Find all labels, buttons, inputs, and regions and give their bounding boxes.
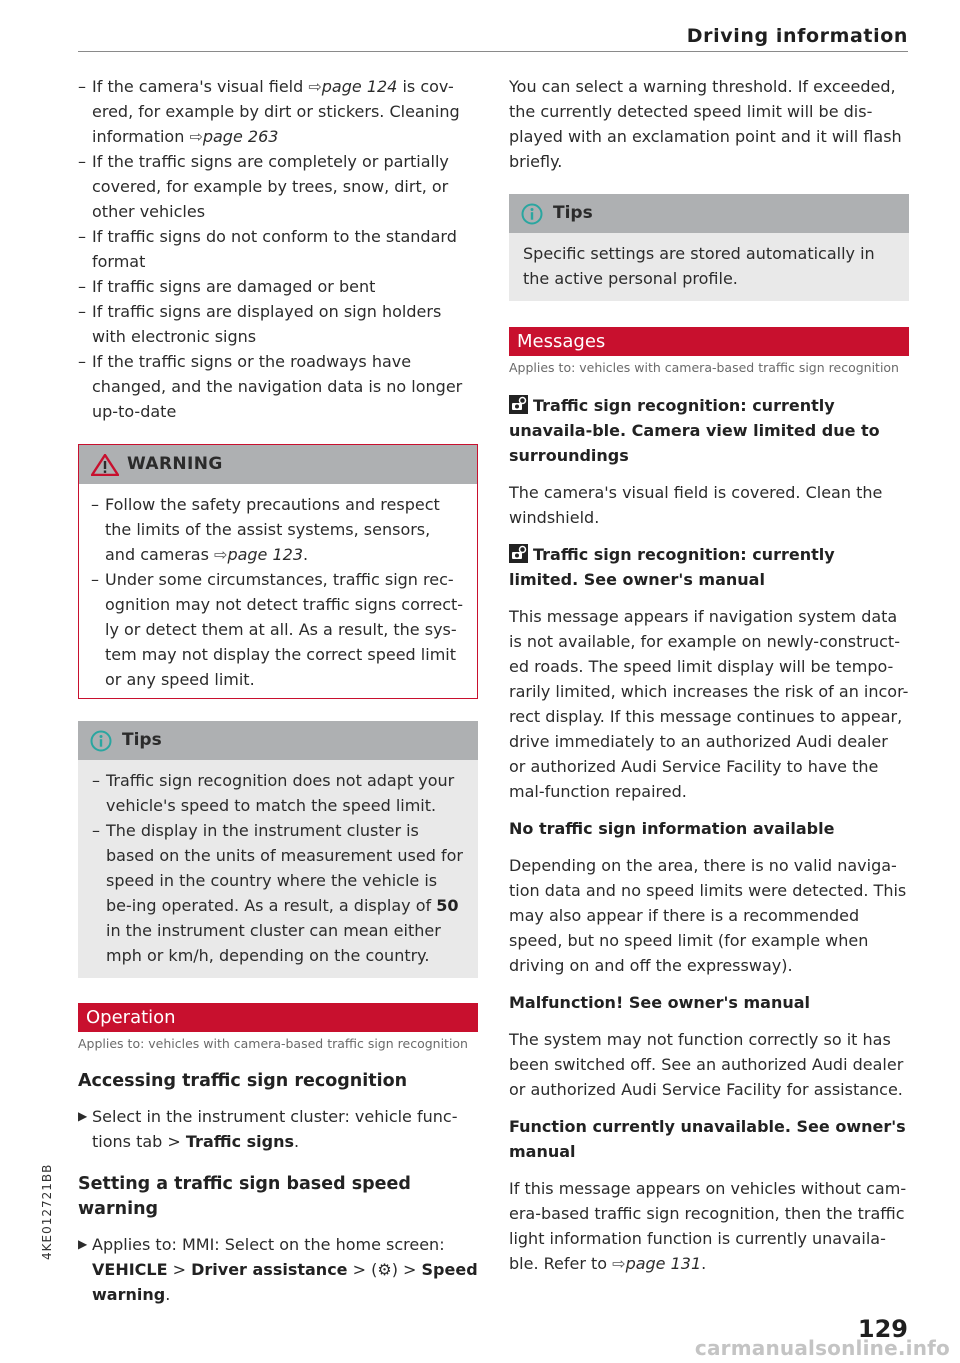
settings-gear-icon: ⚙ — [377, 1260, 392, 1279]
message-heading: No traffic sign information available — [509, 819, 835, 838]
page-reference-link[interactable]: page 131 — [625, 1254, 702, 1273]
list-item-text: Traffic sign recognition does not adapt your vehicle's speed to match the speed limit. — [106, 771, 455, 815]
page-reference-link[interactable]: page 123 — [227, 545, 304, 564]
menu-path-speed-warning: Speed warning — [92, 1260, 478, 1304]
list-item — [78, 74, 478, 149]
list-item — [92, 768, 464, 818]
page-reference-link[interactable]: page 124 — [321, 77, 398, 96]
step-triangle-icon: ▶ — [78, 1237, 88, 1251]
operation-section-header: Operation — [78, 1003, 478, 1032]
dash-bullet: – — [78, 352, 86, 371]
step-text: ) > — [391, 1260, 422, 1279]
warning-triangle-icon — [91, 454, 119, 476]
arrow-right-icon: ⇨ — [308, 77, 322, 96]
tips-box — [509, 194, 909, 301]
list-item-text: If traffic signs do not conform to the standard format — [92, 227, 457, 271]
right-column — [509, 74, 909, 1276]
page-number: 129 — [857, 1315, 908, 1343]
dash-bullet: – — [92, 821, 100, 840]
applies-to-note: Applies to: vehicles with camera-based traffic sign recognition — [509, 360, 899, 375]
message-heading — [509, 393, 909, 468]
intro-paragraph: You can select a warning threshold. If exceeded, the currently detected speed limit will be dis-played with an exclamation point and it will flash briefly. — [509, 77, 902, 171]
dash-bullet: – — [78, 227, 86, 246]
list-item-text: Follow the safety precautions and respect the limits of the assist systems, sensors, and cameras — [105, 495, 440, 564]
list-item — [91, 567, 465, 692]
dash-bullet: – — [78, 302, 86, 321]
applies-to-note: Applies to: vehicles with camera-based traffic sign recognition — [78, 1036, 468, 1051]
list-item-text: If the traffic signs or the roadways have changed, and the navigation data is no longer up-to-date — [92, 352, 463, 421]
step-text: . — [294, 1132, 300, 1151]
list-item-text: in the instrument cluster can mean either mph or km/h, depending on the country. — [106, 921, 441, 965]
tips-title: Tips — [553, 203, 593, 223]
list-item-text: If traffic signs are displayed on sign holders with electronic signs — [92, 302, 442, 346]
dash-bullet: – — [91, 570, 99, 589]
left-column — [78, 74, 478, 1307]
arrow-right-icon: ⇨ — [214, 545, 228, 564]
menu-path-driver-assistance: Driver assistance — [191, 1260, 348, 1279]
message-body: The system may not function correctly so it has been switched off. See an authorized Audi dealer or authorized Audi Service Facility for assistance. — [509, 1030, 904, 1099]
warning-header — [79, 445, 477, 484]
dash-bullet: – — [92, 771, 100, 790]
tips-text: Specific settings are stored automatically in the active personal profile. — [523, 244, 875, 288]
step-text: > ( — [347, 1260, 378, 1279]
message-heading-text: Traffic sign recognition: currently limited. See owner's manual — [509, 545, 835, 589]
conditions-list — [78, 74, 478, 424]
list-item-text: is cov-ered, for example by dirt or stickers. Cleaning information — [92, 77, 460, 146]
list-item-text: If the camera's visual field — [92, 77, 309, 96]
access-heading: Accessing traffic sign recognition — [78, 1071, 408, 1091]
speed-warning-heading: Setting a traffic sign based speed warning — [78, 1174, 411, 1219]
message-body-text: If this message appears on vehicles without cam-era-based traffic sign recognition, then the traffic light information function is currently unavaila-ble. Refer to — [509, 1179, 907, 1273]
tips-header — [509, 194, 909, 233]
step-triangle-icon: ▶ — [78, 1109, 88, 1123]
list-item — [92, 818, 464, 968]
list-item — [78, 299, 478, 349]
tips-header — [78, 721, 478, 760]
page-header-title: Driving information — [686, 25, 908, 47]
message-heading: Function currently unavailable. See owner's manual — [509, 1117, 906, 1161]
header-rule — [78, 51, 908, 52]
tips-body — [78, 760, 478, 978]
warning-box — [78, 444, 478, 699]
camera-sign-icon — [509, 395, 528, 414]
tips-title: Tips — [122, 730, 162, 750]
message-body — [509, 1176, 909, 1276]
warning-body — [79, 484, 477, 698]
list-item — [78, 224, 478, 274]
dash-bullet: – — [91, 495, 99, 514]
list-item-text: Under some circumstances, traffic sign rec-ognition may not detect traffic signs correct-ly or detect them at all. As a result, the sys-tem may not display the correct speed limit or any speed limit. — [105, 570, 464, 689]
list-item — [78, 349, 478, 424]
step-text: . — [165, 1285, 171, 1304]
list-item-text: If traffic signs are damaged or bent — [92, 277, 376, 296]
step-text: > — [167, 1260, 192, 1279]
message-body-text: . — [701, 1254, 707, 1273]
message-heading: Malfunction! See owner's manual — [509, 993, 811, 1012]
list-item-text: . — [303, 545, 309, 564]
dash-bullet: – — [78, 277, 86, 296]
messages-section-header: Messages — [509, 327, 909, 356]
speed-value: 50 — [436, 896, 459, 915]
instruction-step — [78, 1232, 478, 1307]
list-item — [91, 492, 465, 567]
list-item-text: If the traffic signs are completely or partially covered, for example by trees, snow, dirt, or other vehicles — [92, 152, 449, 221]
watermark: carmanualsonline.info — [694, 1336, 950, 1360]
info-icon — [521, 203, 543, 225]
arrow-right-icon: ⇨ — [612, 1254, 626, 1273]
instruction-step — [78, 1104, 478, 1154]
warning-title: WARNING — [127, 454, 223, 474]
message-body: The camera's visual field is covered. Clean the windshield. — [509, 483, 883, 527]
message-heading — [509, 542, 909, 592]
dash-bullet: – — [78, 77, 86, 96]
menu-path-vehicle: VEHICLE — [92, 1260, 168, 1279]
list-item — [78, 149, 478, 224]
tips-body — [509, 233, 909, 301]
step-text: Select in the instrument cluster: vehicle func-tions tab > — [92, 1107, 458, 1151]
message-body: This message appears if navigation system data is not available, for example on newly-construct-ed roads. The speed limit display will be tempo-rarily limited, which increases the risk of an incor-rect display. If this message continues to appear, drive immediately to an authorized Audi dealer or authorized Audi Service Facility to have the mal-function repaired. — [509, 607, 909, 801]
side-document-code: 4KE012721BB — [40, 1163, 54, 1260]
list-item — [78, 274, 478, 299]
camera-sign-icon — [509, 544, 528, 563]
menu-path-traffic-signs: Traffic signs — [185, 1132, 295, 1151]
tips-box — [78, 721, 478, 978]
arrow-right-icon: ⇨ — [189, 127, 203, 146]
info-icon — [90, 730, 112, 752]
list-item-text: The display in the instrument cluster is based on the units of measurement used for speed in the country where the vehicle is be-ing operated. As a result, a display of — [106, 821, 463, 915]
page-reference-link[interactable]: page 263 — [202, 127, 279, 146]
message-body: Depending on the area, there is no valid naviga-tion data and no speed limits were detected. This may also appear if there is a recommended speed, but no speed limit (for example when driving on and off the expressway). — [509, 856, 907, 975]
message-heading-text: Traffic sign recognition: currently unavaila-ble. Camera view limited due to surroundings — [509, 396, 880, 465]
step-text: Applies to: MMI: Select on the home screen: — [92, 1235, 445, 1254]
dash-bullet: – — [78, 152, 86, 171]
